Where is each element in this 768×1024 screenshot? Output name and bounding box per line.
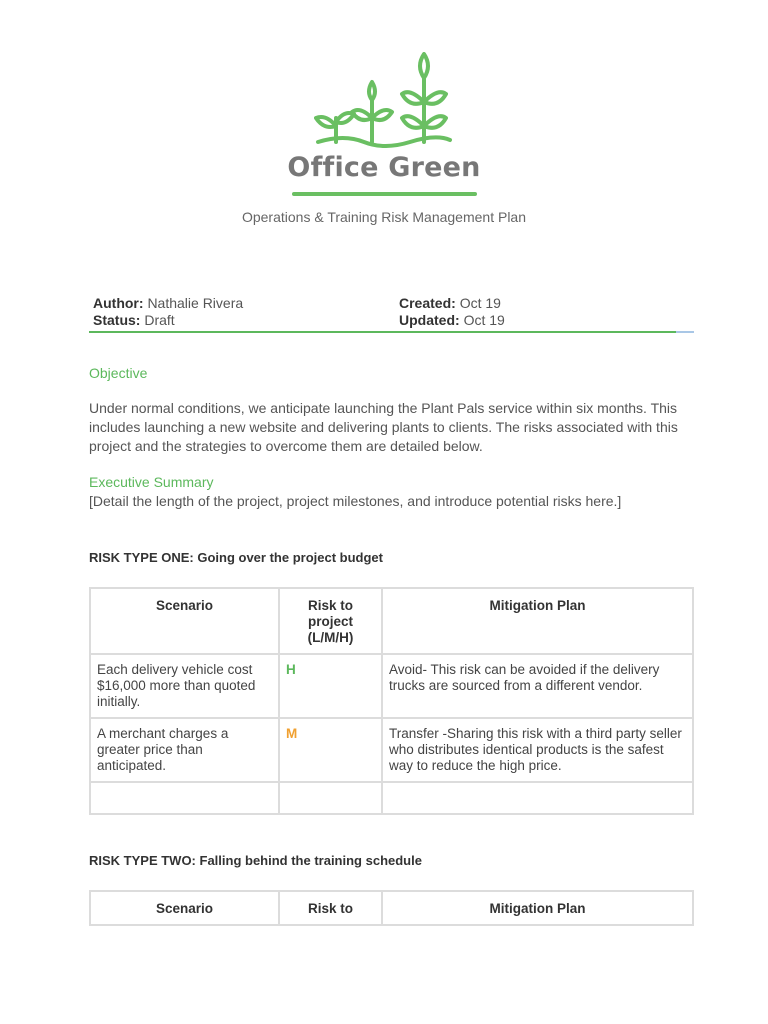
- status-line: [93, 312, 243, 329]
- header-mitigation: Mitigation Plan: [382, 588, 693, 654]
- empty-cell: [90, 782, 279, 814]
- status-value: Draft: [144, 312, 175, 328]
- table-header-row: [90, 891, 693, 925]
- empty-cell: [382, 782, 693, 814]
- meta-divider-tail: [676, 331, 694, 333]
- header-scenario: Scenario: [90, 588, 279, 654]
- created-label: Created:: [399, 295, 456, 311]
- table-row: [90, 718, 693, 782]
- status-label: Status:: [93, 312, 141, 328]
- author-value: Nathalie Rivera: [147, 295, 244, 311]
- table-row: [90, 654, 693, 718]
- created-value: Oct 19: [459, 295, 501, 311]
- brand-logo: [0, 52, 768, 148]
- meta-divider: [89, 331, 676, 333]
- updated-label: Updated:: [399, 312, 460, 328]
- header-risk: Risk to: [279, 891, 382, 925]
- document-subtitle: Operations & Training Risk Management Plan: [241, 209, 527, 225]
- header-mitigation: Mitigation Plan: [382, 891, 693, 925]
- plan-cell: Transfer -Sharing this risk with a third party seller who distributes identical products is the safest way to reduce the high price.: [382, 718, 693, 782]
- created-line: [399, 295, 505, 312]
- executive-summary-heading: Executive Summary: [89, 474, 214, 490]
- executive-summary-text: [Detail the length of the project, project milestones, and introduce potential risks here.]: [89, 493, 622, 509]
- meta-right: [399, 295, 505, 329]
- empty-cell: [279, 782, 382, 814]
- updated-value: Oct 19: [463, 312, 505, 328]
- header-risk: Risk to project (L/M/H): [279, 588, 382, 654]
- author-label: Author:: [93, 295, 144, 311]
- table-header-row: [90, 588, 693, 654]
- scenario-cell: A merchant charges a greater price than anticipated.: [90, 718, 279, 782]
- author-line: [93, 295, 243, 312]
- rating-cell: M: [279, 718, 382, 782]
- risk-one-title: RISK TYPE ONE: Going over the project budget: [89, 550, 383, 565]
- sprouting-plants-icon: [314, 52, 454, 148]
- scenario-cell: Each delivery vehicle cost $16,000 more than quoted initially.: [90, 654, 279, 718]
- brand-underline: [292, 192, 477, 196]
- rating-cell: H: [279, 654, 382, 718]
- risk-two-title: RISK TYPE TWO: Falling behind the training schedule: [89, 853, 422, 868]
- plan-cell: Avoid- This risk can be avoided if the delivery trucks are sourced from a different vendor.: [382, 654, 693, 718]
- objective-heading: Objective: [89, 365, 148, 381]
- brand-name: Office Green: [287, 152, 481, 183]
- risk-two-table: [89, 890, 694, 926]
- updated-line: [399, 312, 505, 329]
- meta-left: [93, 295, 243, 329]
- header-scenario: Scenario: [90, 891, 279, 925]
- table-row-empty: [90, 782, 693, 814]
- objective-text: Under normal conditions, we anticipate launching the Plant Pals service within six months. This includes launching a new website and delivering plants to clients. The risks associated with this project and the strategies to overcome them are detailed below.: [89, 400, 678, 454]
- risk-one-table: [89, 587, 694, 815]
